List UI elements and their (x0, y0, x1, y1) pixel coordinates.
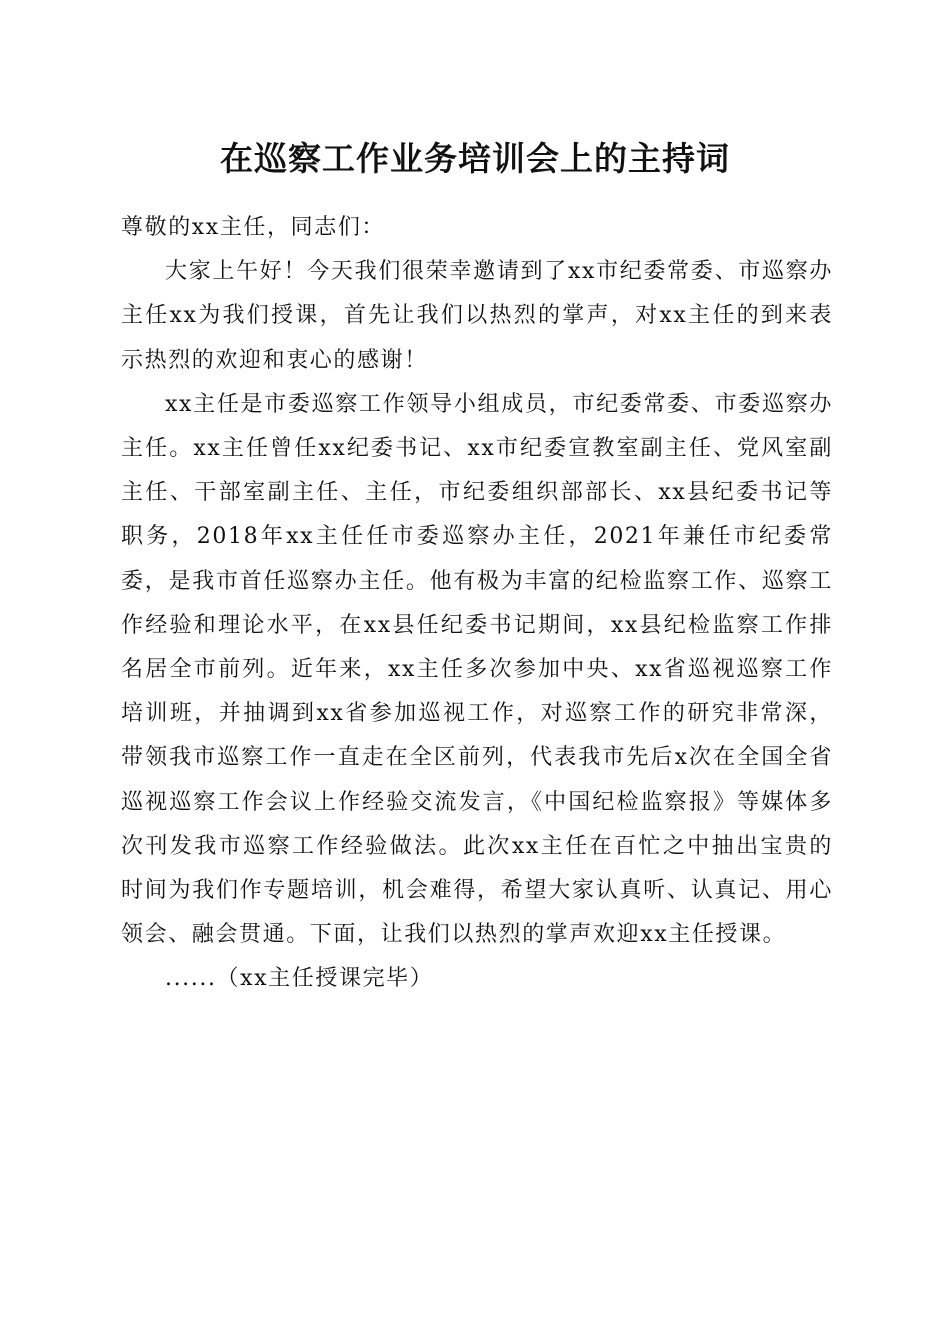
document-body (121, 206, 833, 1002)
paragraph-intro: 大家上午好！今天我们很荣幸邀请到了xx市纪委常委、市巡察办主任xx为我们授课，首先让我们以热烈的掌声，对xx主任的到来表示热烈的欢迎和衷心的感谢！ (121, 259, 833, 373)
salutation: 尊敬的xx主任，同志们： (121, 215, 386, 240)
paragraph-biography: xx主任是市委巡察工作领导小组成员，市纪委常委、市委巡察办主任。xx主任曾任xx纪委书记、xx市纪委宣教室副主任、党风室副主任、干部室副主任、主任，市纪委组织部部长、xx县纪委书记等职务，2018年xx主任任市委巡察办主任，2021年兼任市纪委常委，是我市首任巡察办主任。他有极为丰富的纪检监察工作、巡察工作经验和理论水平，在xx县任纪委书记期间，xx县纪检监察工作排名居全市前列。近年来，xx主任多次参加中央、xx省巡视巡察工作培训班，并抽调到xx省参加巡视工作，对巡察工作的研究非常深，带领我市巡察工作一直走在全区前列，代表我市先后x次在全国全省巡视巡察工作会议上作经验交流发言，《中国纪检监察报》等媒体多次刊发我市巡察工作经验做法。此次xx主任在百忙之中抽出宝贵的时间为我们作专题培训，机会难得，希望大家认真听、认真记、用心领会、融会贯通。下面，让我们以热烈的掌声欢迎xx主任授课。 (121, 391, 833, 948)
paragraph-closing-note: ......（xx主任授课完毕） (165, 966, 434, 992)
document-title: 在巡察工作业务培训会上的主持词 (220, 139, 730, 178)
